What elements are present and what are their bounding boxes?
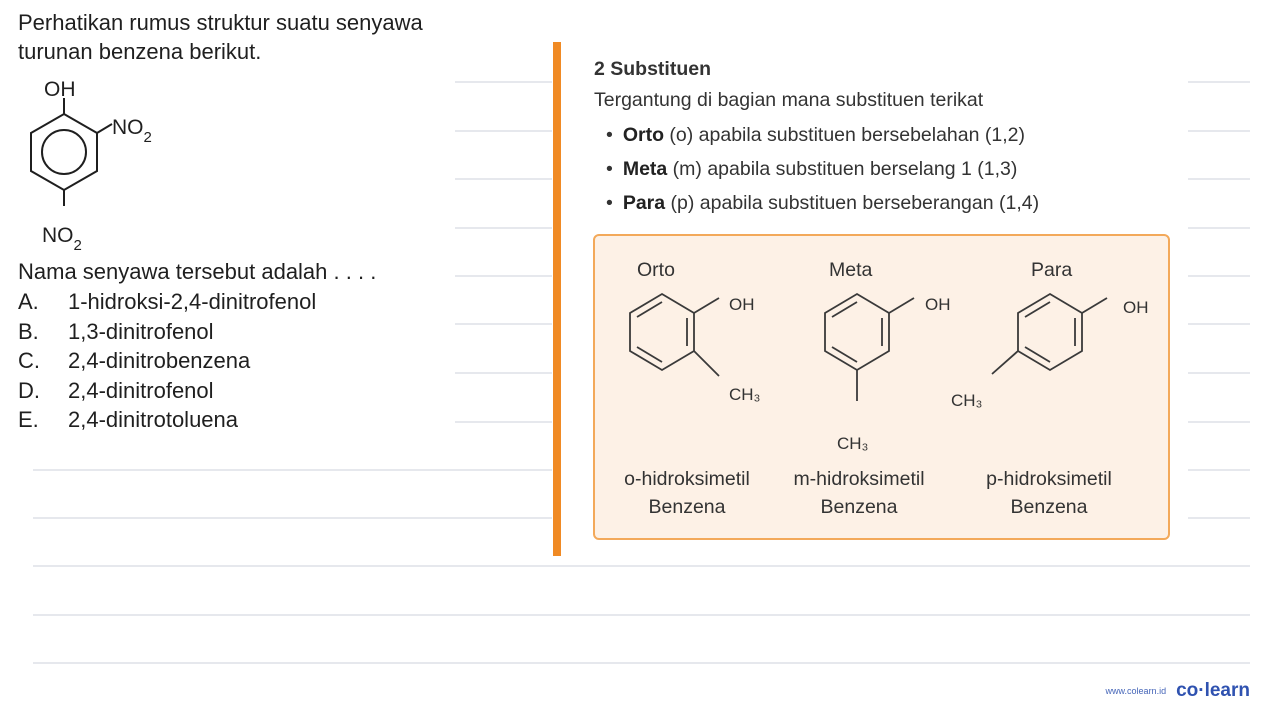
no2-side-group: $NO_2$ bbox=[112, 116, 152, 146]
question-structure-diagram bbox=[10, 78, 250, 258]
orto-oh: OH bbox=[729, 295, 755, 314]
colearn-logo: co·learn bbox=[1176, 680, 1250, 701]
para-oh: OH bbox=[1123, 298, 1149, 317]
explanation-panel bbox=[594, 58, 1039, 220]
meta-ch3: CH₃ bbox=[837, 434, 869, 453]
meta-ring bbox=[825, 294, 889, 370]
meta-oh: OH bbox=[925, 295, 951, 314]
isomer-box bbox=[593, 234, 1170, 540]
option-e[interactable]: E. 2,4-dinitrotoluena bbox=[18, 407, 239, 432]
benzene-ring bbox=[31, 114, 97, 190]
oh-group: OH bbox=[44, 78, 76, 101]
isomer-name-orto: o-hidroksimetil Benzena bbox=[624, 468, 750, 518]
option-a[interactable]: A. 1-hidroksi-2,4-dinitrofenol bbox=[18, 289, 317, 314]
isomer-name-para: p-hidroksimetil Benzena bbox=[986, 468, 1112, 518]
option-b[interactable]: B. 1,3-dinitrofenol bbox=[18, 318, 214, 344]
footer-branding bbox=[1106, 680, 1250, 702]
bullet-para: • Para (p) apabila substituen berseberangan (1,4) bbox=[606, 186, 1039, 220]
para-ring bbox=[1018, 294, 1082, 370]
orto-ring bbox=[630, 294, 694, 370]
para-ch3: CH₃ bbox=[951, 391, 983, 410]
isomer-label-meta: Meta bbox=[829, 259, 873, 281]
orto-ch3: CH₃ bbox=[729, 385, 761, 404]
option-c[interactable]: C. 2,4-dinitrobenzena bbox=[18, 348, 251, 373]
answer-options bbox=[18, 287, 316, 435]
substituent-list bbox=[594, 118, 1039, 220]
explanation-intro: Tergantung di bagian mana substituen terikat bbox=[594, 89, 984, 111]
bullet-orto: • Orto (o) apabila substituen bersebelahan (1,2) bbox=[606, 118, 1039, 152]
aromatic-circle bbox=[42, 130, 86, 174]
footer-url[interactable]: www.colearn.id bbox=[1105, 686, 1167, 696]
question-intro: Perhatikan rumus struktur suatu senyawa turunan benzena berikut. bbox=[18, 10, 423, 64]
bullet-meta: • Meta (m) apabila substituen berselang 1 (1,3) bbox=[606, 152, 1039, 186]
no2-bottom-group: $NO_2$ bbox=[42, 224, 82, 254]
orange-divider bbox=[553, 42, 561, 556]
isomer-name-meta: m-hidroksimetil Benzena bbox=[793, 468, 925, 518]
explanation-heading: 2 Substituen bbox=[594, 58, 712, 80]
isomer-label-orto: Orto bbox=[637, 259, 675, 281]
question-prompt: Nama senyawa tersebut adalah . . . . bbox=[18, 259, 377, 284]
isomer-label-para: Para bbox=[1031, 259, 1073, 281]
option-d[interactable]: D. 2,4-dinitrofenol bbox=[18, 377, 214, 403]
